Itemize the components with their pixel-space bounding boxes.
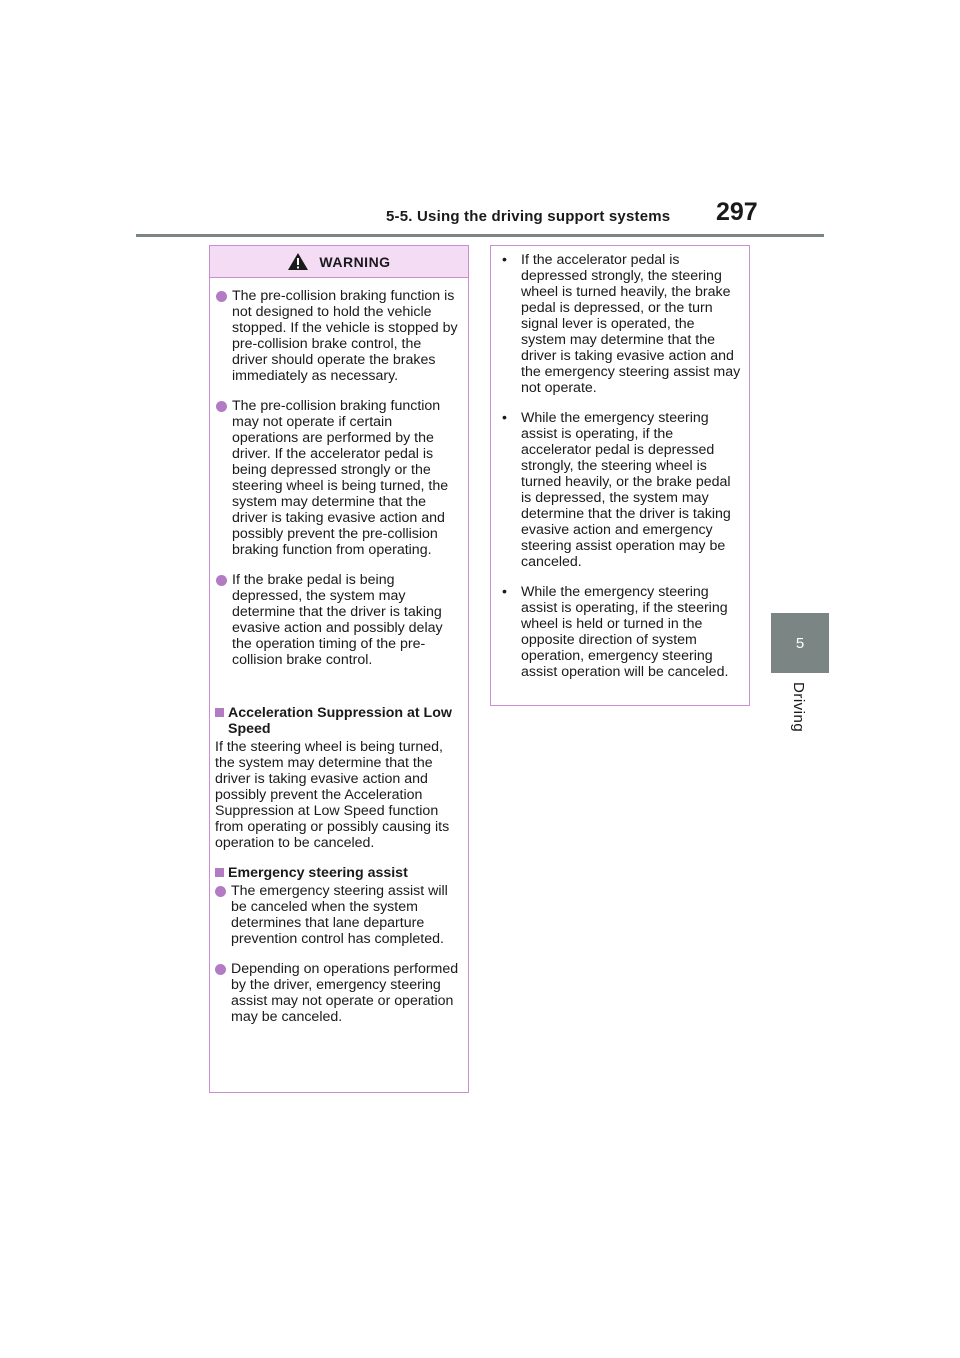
subheading-acceleration (215, 705, 465, 737)
subheading-text: Acceleration Suppression at Low Speed (228, 705, 452, 737)
header-rule (136, 234, 824, 237)
list-item (502, 584, 741, 680)
warning-item (216, 572, 460, 668)
chapter-tab[interactable] (771, 613, 829, 673)
chapter-number: 5 (795, 634, 805, 652)
bullet-dot-icon (216, 575, 227, 586)
square-bullet-icon (215, 708, 224, 717)
warning-triangle-icon (287, 252, 309, 271)
bullet-mark-icon: • (502, 410, 507, 426)
main-text-column (215, 705, 465, 1039)
warning-header (210, 246, 468, 278)
bullet-dot-icon (215, 964, 226, 975)
bullet-dot-icon (215, 886, 226, 897)
warning-item-text: If the brake pedal is being depressed, the system may determine that the driver is taking evasive action and possibly delay the operation timing of the pre-collision brake control. (232, 572, 443, 668)
bullet-mark-icon: • (502, 252, 507, 268)
warning-label: WARNING (319, 253, 391, 270)
chapter-label: Driving (790, 682, 807, 733)
page-number: 297 (716, 198, 758, 226)
warning-item-text: The pre-collision braking function is not designed to hold the vehicle stopped. If the vehicle is stopped by pre-collision brake control, the driver should operate the brakes immediately as necessary. (232, 288, 458, 384)
acceleration-paragraph: If the steering wheel is being turned, the system may determine that the driver is taking evasive action and possibly prevent the Acceleration Suppression at Low Speed function from operating or possibly causing its operation to be canceled. (215, 739, 450, 851)
subheading-text: Emergency steering assist (228, 865, 408, 881)
subheading-emergency-steering (215, 865, 465, 881)
list-item-text: If the accelerator pedal is depressed strongly, the steering wheel is turned heavily, the brake pedal is depressed, or the turn signal lever is operated, the system may determine that the driver is taking evasive action and the emergency steering assist may not operate. (521, 252, 741, 396)
bullet-dot-icon (216, 401, 227, 412)
square-bullet-icon (215, 868, 224, 877)
list-item (502, 252, 741, 396)
list-item-text: While the emergency steering assist is operating, if the steering wheel is held or turned in the opposite direction of system operation, emergency steering assist operation will be canceled. (521, 584, 729, 680)
list-item-text: The emergency steering assist will be canceled when the system determines that lane departure prevention control has completed. (231, 883, 448, 947)
list-item (215, 883, 465, 947)
caution-continuation-box (490, 245, 750, 706)
section-title: 5-5. Using the driving support systems (386, 208, 671, 225)
list-item-text: While the emergency steering assist is operating, if the accelerator pedal is depressed strongly, the steering wheel is turned heavily, or the brake pedal is depressed, the system may determine that the driver is taking evasive action and emergency steering assist operation may be canceled. (521, 410, 731, 570)
list-item (215, 961, 465, 1025)
warning-item (216, 398, 460, 558)
warning-item (216, 288, 460, 384)
bullet-dot-icon (216, 291, 227, 302)
list-item (502, 410, 741, 570)
warning-item-text: The pre-collision braking function may not operate if certain operations are performed by the driver. If the accelerator pedal is being depressed strongly or the steering wheel is being turned, the system may determine that the driver is taking evasive action and possibly prevent the pre-collision braking function from operating. (232, 398, 449, 558)
bullet-mark-icon: • (502, 584, 507, 600)
list-item-text: Depending on operations performed by the driver, emergency steering assist may not operate or operation may be canceled. (231, 961, 459, 1025)
